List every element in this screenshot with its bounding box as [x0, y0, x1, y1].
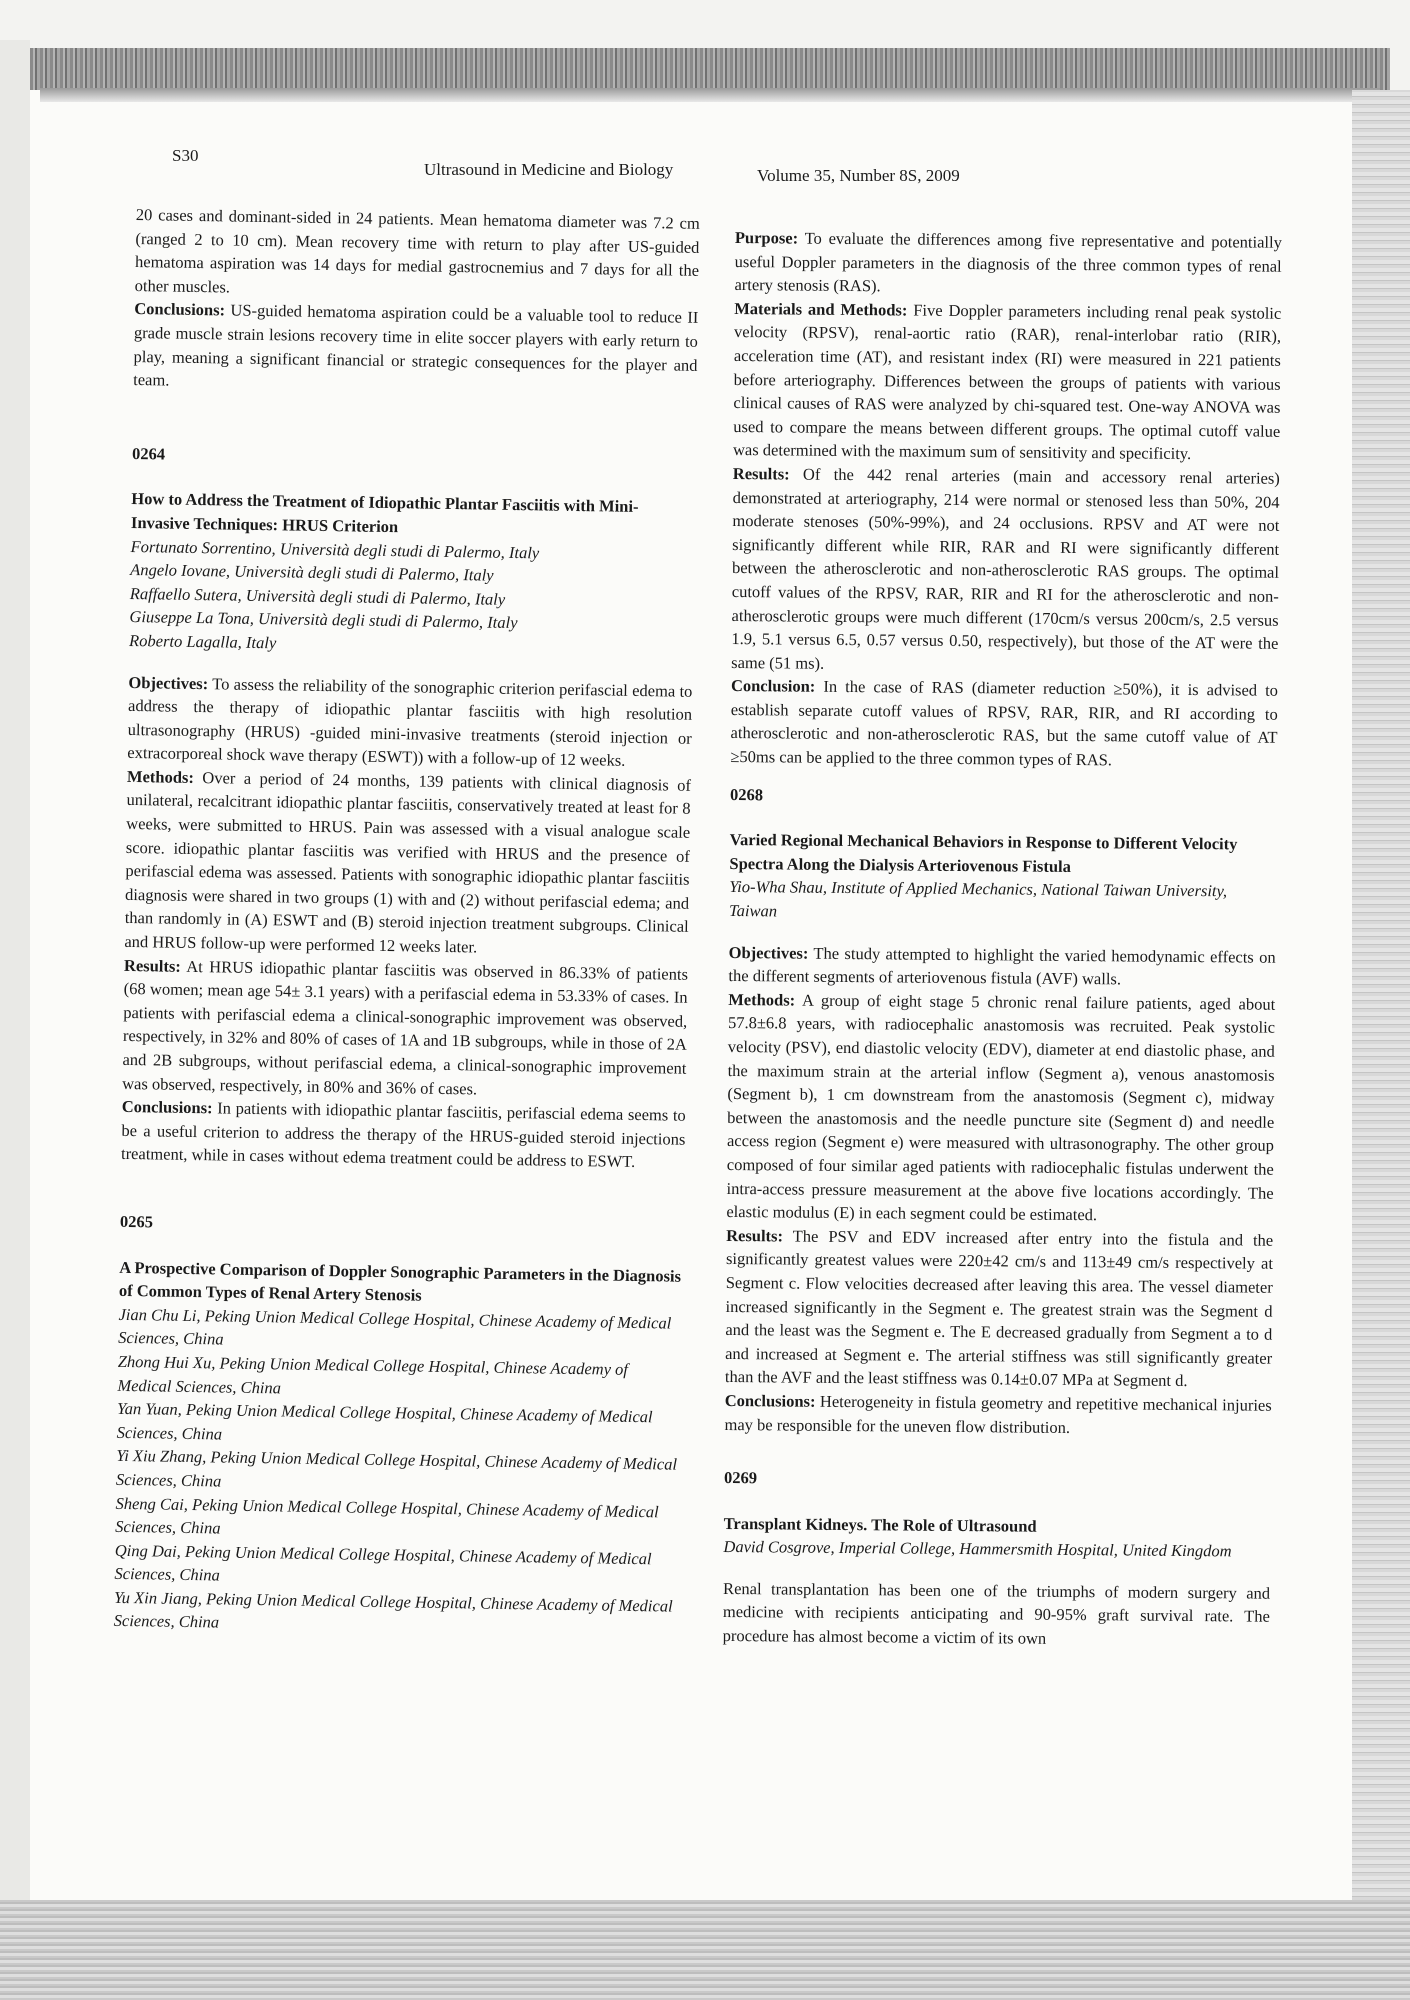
scan-edge-right [1352, 90, 1410, 1940]
author-line: Fortunato Sorrentino, Università degli studi di Palermo, Italy [130, 536, 540, 562]
objectives-label: Objectives: [728, 942, 809, 963]
right-column [723, 226, 1282, 1652]
results-section [122, 954, 688, 1104]
objectives-text: To assess the reliability of the sonographic criterion perifascial edema to address the therapy of idiopathic plantar fasciitis with high resolution ultrasonography (HRUS) -guided mini-invasive treatments (steroid injection or extracorporeal shock wave therapy (ESWT)) with a follow-up of 12 weeks. [127, 673, 693, 771]
results-section [731, 462, 1280, 679]
materials-methods-text: Five Doppler parameters including renal peak systolic velocity (RPSV), renal-aortic ratio (RAR), renal-interlobar ratio (RIR), acceleration time (AT), and resistant index (RI) were measured in 221 patients before arteriography. Differences between the groups of patients with various clinical causes of RAS were analyzed by chi-squared test. One-way ANOVA was used to compare the means between different groups. The optimal cutoff value was determined with the maximum sum of sensitivity and specificity. [732, 300, 1282, 464]
objectives-section [728, 941, 1275, 993]
conclusions-text: In patients with idiopathic plantar fasciitis, perifascial edema seems to be a useful criterion to address the therapy of the HRUS-guided steroid injections treatment, while in cases without edema treatment could be address to ESWT. [120, 1098, 686, 1172]
results-text: The PSV and EDV increased after entry into the fistula and the significantly greatest values were 220±42 cm/s and 113±49 cm/s respectively at Segment c. Flow velocities decreased after leaving this area. The vessel diameter increased significantly in the Segment e. The greatest strain was the Segment d and the least was the Segment e. The E decreased gradually from Segment a to d and increased at Segment e. The arterial stiffness was still significantly greater than the AVF and the least stiffness was 0.14±0.07 MPa at Segment d. [724, 1226, 1274, 1391]
abstract-number-0269: 0269 [723, 1468, 758, 1488]
author-line: David Cosgrove, Imperial College, Hammersmith Hospital, United Kingdom [723, 1537, 1232, 1561]
author-line: Jian Chu Li, Peking Union Medical College Hospital, Chinese Academy of Medical Sciences, China [118, 1304, 672, 1349]
left-column [114, 203, 700, 1642]
abstract-title-0268: Varied Regional Mechanical Behaviors in Response to Different Velocity Spectra Along the Dialysis Arteriovenous Fistula [729, 830, 1238, 876]
conclusions-label: Conclusions: [134, 299, 226, 320]
author-line: Angelo Iovane, Università degli studi di Palermo, Italy [130, 560, 494, 585]
purpose-label: Purpose: [734, 227, 799, 248]
scan-edge-top [30, 48, 1390, 90]
methods-text: Over a period of 24 months, 139 patients with clinical diagnosis of unilateral, recalcitrant idiopathic plantar fasciitis, conservatively treated at least for 8 weeks, were submitted to HRUS. Pain was assessed with a visual analogue scale score. idiopathic plantar fasciitis was verified with HRUS and the presence of perifascial edema was assessed. Patients with sonographic idiopathic plantar fasciitis diagnosis were shared in two groups (1) with and (2) without perifascial edema; and than randomly in (A) ESWT and (B) steroid injection treatment subgroups. Clinical and HRUS follow-up were performed 12 weeks later. [124, 767, 692, 957]
conclusions-section [121, 1095, 686, 1175]
conclusions-section [724, 1389, 1271, 1441]
conclusions-text: Heterogeneity in fistula geometry and repetitive mechanical injuries may be responsible for the uneven flow distribution. [724, 1391, 1272, 1437]
conclusion-section [730, 674, 1278, 773]
scan-edge-bottom [0, 1900, 1410, 2000]
abstract-title-0264: How to Address the Treatment of Idiopathic Plantar Fasciitis with Mini-Invasive Techniques: HRUS Criterion [130, 489, 639, 537]
conclusion-text: In the case of RAS (diameter reduction ≥50%), it is advised to establish separate cutoff values of RPSV, RAR, RIR, and RI according to atherosclerotic and non-atherosclerotic RAS, but the same cutoff value of AT ≥50ms can be applied to the three common types of RAS. [730, 677, 1279, 770]
methods-text: A group of eight stage 5 chronic renal failure patients, aged about 57.8±6.8 years, with radiocephalic anastomosis was recruited. Peak systolic velocity (PSV), end diastolic velocity (EDV), diameter at end diastolic phase, and the maximum strain at the arterial inflow (Segment a), venous anastomosis (Segment b), 1 cm downstream from the anastomosis (Segment c), midway between the anastomosis and the needle puncture site (Segment d) and needle access region (Segment e) were measured with ultrasonography. The other group composed of four similar aged patients with radiocephalic fistulas underwent the intra-access pressure measurement at the above five locations accordingly. The elastic modulus (E) in each segment could be estimated. [726, 990, 1276, 1225]
body-text-0269: Renal transplantation has been one of the triumphs of modern surgery and medicine with recipients anticipating and 90-95% graft survival rate. The procedure has almost become a victim of its own [722, 1578, 1271, 1648]
objectives-text: The study attempted to highlight the varied hemodynamic effects on the different segments of arteriovenous fistula (AVF) walls. [728, 943, 1276, 989]
conclusions-label: Conclusions: [724, 1390, 816, 1411]
methods-label: Methods: [728, 989, 796, 1010]
methods-section [726, 988, 1275, 1229]
scan-shadow-top [40, 88, 1380, 102]
results-label: Results: [732, 463, 790, 484]
abstract-number-0265: 0265 [119, 1211, 154, 1232]
scan-margin-left [0, 40, 30, 1940]
objectives-section [127, 670, 692, 773]
continued-conclusions [133, 297, 698, 400]
author-line: Sheng Cai, Peking Union Medical College Hospital, Chinese Academy of Medical Sciences, China [115, 1493, 659, 1538]
purpose-section [734, 226, 1282, 302]
objectives-label: Objectives: [128, 672, 209, 693]
abstract-title-0265: A Prospective Comparison of Doppler Sonographic Parameters in the Diagnosis of Common Types of Renal Artery Stenosis [118, 1257, 682, 1305]
methods-label: Methods: [126, 766, 195, 787]
author-line: Qing Dai, Peking Union Medical College Hospital, Chinese Academy of Medical Sciences, China [114, 1540, 652, 1585]
author-line: Zhong Hui Xu, Peking Union Medical College Hospital, Chinese Academy of Medical Sciences, China [117, 1351, 629, 1397]
continued-text: 20 cases and dominant-sided in 24 patients. Mean hematoma diameter was 7.2 cm (ranged 2 to 10 cm). Mean recovery time with return to play after US-guided hematoma aspiration was 14 days for medial gastrocnemius and 7 days for all the other muscles. [134, 204, 700, 297]
results-text: At HRUS idiopathic plantar fasciitis was observed in 86.33% of patients (68 women; mean age 54± 3.1 years) with a perifascial edema in 53.33% of cases. In patients with perifascial edema a clinical-sonographic improvement was observed, respectively, in 32% and 80% of cases of 1A and 1B subgroups, while in those of 2A and 2B subgroups, without perifascial edema, a clinical-sonographic improvement was observed, respectively, in 80% and 36% of cases. [122, 956, 689, 1099]
conclusions-label: Conclusions: [121, 1097, 213, 1118]
journal-title: Ultrasound in Medicine and Biology [424, 160, 674, 179]
conclusion-label: Conclusion: [730, 676, 816, 696]
abstract-number-0268: 0268 [729, 784, 764, 804]
author-line: Yio-Wha Shau, Institute of Applied Mechanics, National Taiwan University, Taiwan [728, 877, 1228, 921]
conclusions-text: US-guided hematoma aspiration could be a valuable tool to reduce II grade muscle strain lesions recovery time in elite soccer players with early return to play, meaning a significant financial or strategic consequences for the player and team. [133, 300, 699, 390]
page-number: S30 [172, 146, 199, 165]
author-line: Giuseppe La Tona, Università degli studi di Palermo, Italy [129, 607, 518, 633]
results-label: Results: [123, 955, 182, 976]
materials-methods-label: Materials and Methods: [734, 298, 908, 320]
author-line: Raffaello Sutera, Università degli studi di Palermo, Italy [129, 583, 506, 609]
materials-methods-section [733, 297, 1281, 467]
author-line: Roberto Lagalla, Italy [128, 630, 277, 653]
results-text: Of the 442 renal arteries (main and accessory renal arteries) demonstrated at arteriography, 214 were normal or stenosed less than 50%, 204 moderate stenoses (50%-99%), and 24 occlusions. RPSV and AT were not significantly different while RIR, RAR and RI were significantly different between the atherosclerotic and non-atherosclerotic RAS groups. The optimal cutoff values of the RPSV, RAR, RIR and RI for the atherosclerotic and non-atherosclerotic groups were much different (170cm/s versus 200cm/s, 2.5 versus 1.9, 5.1 versus 6.5, 0.57 versus 0.50, respectively), but those of the AT were the same (51 ms). [731, 464, 1280, 673]
author-line: Yu Xin Jiang, Peking Union Medical College Hospital, Chinese Academy of Medical Sciences, China [113, 1587, 673, 1632]
methods-section [124, 765, 691, 963]
abstract-number-0264: 0264 [131, 443, 166, 464]
results-label: Results: [726, 1225, 784, 1246]
author-line: Yi Xiu Zhang, Peking Union Medical College Hospital, Chinese Academy of Medical Sciences, China [115, 1446, 678, 1491]
volume-info: Volume 35, Number 8S, 2009 [757, 166, 960, 185]
purpose-text: To evaluate the differences among five representative and potentially useful Doppler parameters in the diagnosis of the three common types of renal artery stenosis (RAS). [734, 228, 1282, 296]
abstract-title-0269: Transplant Kidneys. The Role of Ultrasound [723, 1513, 1037, 1536]
author-line: Yan Yuan, Peking Union Medical College Hospital, Chinese Academy of Medical Sciences, China [116, 1398, 653, 1444]
results-section [725, 1224, 1273, 1394]
